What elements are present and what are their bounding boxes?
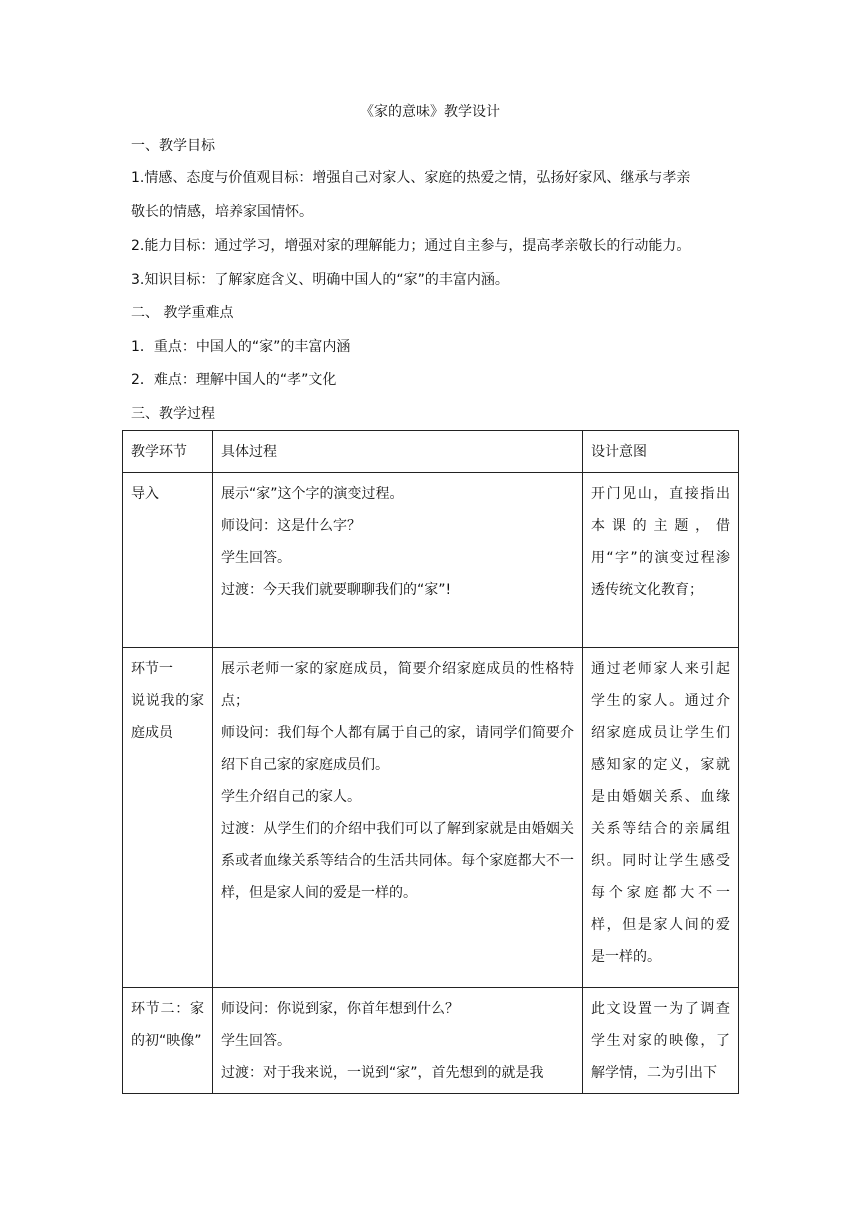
process-cell bbox=[213, 988, 583, 1094]
table-header-row bbox=[123, 431, 739, 473]
table-row bbox=[123, 473, 739, 648]
header-process: 具体过程 bbox=[213, 431, 583, 473]
intent-cell bbox=[583, 988, 739, 1094]
document-title: 《家的意味》教学设计 bbox=[360, 104, 500, 120]
stage-cell bbox=[123, 988, 213, 1094]
process-text: 学生回答。 bbox=[221, 1033, 291, 1049]
stage-cell bbox=[123, 648, 213, 988]
key-point: 1．重点：中国人的“家”的丰富内涵 bbox=[131, 339, 351, 355]
intent-text: 通过老师家人来引起学生的家人。通过介绍家庭成员让学生们感知家的定义，家就是由婚姻关系、血缘关系等结合的亲属组织。同时让学生感受每个家庭都大不一样，但是家人间的爱是一样的。 bbox=[591, 661, 730, 965]
table-row bbox=[123, 648, 739, 988]
lesson-process-table bbox=[122, 430, 739, 1094]
header-stage: 教学环节 bbox=[123, 431, 213, 473]
stage-text: 导入 bbox=[131, 486, 159, 502]
intent-cell bbox=[583, 648, 739, 988]
section-heading-objectives: 一、教学目标 bbox=[131, 138, 215, 154]
table-row bbox=[123, 988, 739, 1094]
objective-3: 3.知识目标：了解家庭含义、明确中国人的“家”的丰富内涵。 bbox=[131, 272, 509, 288]
intent-text: 此文设置一为了调查学生对家的映像，了解学情，二为引出下 bbox=[591, 1001, 730, 1081]
header-intent: 设计意图 bbox=[583, 431, 739, 473]
stage-text: 环节一 bbox=[131, 661, 173, 677]
process-text: 学生回答。 bbox=[221, 550, 291, 566]
process-text: 师设问：这是什么字？ bbox=[221, 518, 361, 534]
section-heading-process: 三、教学过程 bbox=[131, 406, 215, 422]
process-text: 过渡：从学生们的介绍中我们可以了解到家就是由婚姻关系或者血缘关系等结合的生活共同体。每个家庭都大不一样，但是家人间的爱是一样的。 bbox=[221, 821, 574, 901]
process-cell bbox=[213, 473, 583, 648]
process-text: 过渡：今天我们就要聊聊我们的“家”! bbox=[221, 582, 452, 598]
process-text: 学生介绍自己的家人。 bbox=[221, 789, 361, 805]
intent-cell bbox=[583, 473, 739, 648]
objective-1-line-1: 1.情感、态度与价值观目标：增强自己对家人、家庭的热爱之情，弘扬好家风、继承与孝亲 bbox=[131, 170, 691, 186]
process-text: 展示“家”这个字的演变过程。 bbox=[221, 486, 404, 502]
section-heading-key-points: 二、 教学重难点 bbox=[131, 305, 234, 321]
objective-1-line-2: 敬长的情感，培养家国情怀。 bbox=[131, 204, 313, 220]
process-text: 师设问：我们每个人都有属于自己的家，请同学们简要介绍下自己家的家庭成员们。 bbox=[221, 725, 574, 773]
intent-text: 开门见山，直接指出本课的主题，借用“字”的演变过程渗透传统文化教育； bbox=[591, 486, 730, 598]
difficult-point: 2．难点：理解中国人的“孝”文化 bbox=[131, 372, 337, 388]
stage-cell bbox=[123, 473, 213, 648]
objective-2: 2.能力目标：通过学习，增强对家的理解能力；通过自主参与，提高孝亲敬长的行动能力。 bbox=[131, 238, 691, 254]
process-text: 展示老师一家的家庭成员，简要介绍家庭成员的性格特点； bbox=[221, 661, 574, 709]
stage-text: 环节二：家的初“映像” bbox=[131, 1001, 204, 1049]
process-text: 过渡：对于我来说，一说到“家”，首先想到的就是我 bbox=[221, 1065, 544, 1081]
stage-text: 说说我的家庭成员 bbox=[131, 693, 204, 741]
process-cell bbox=[213, 648, 583, 988]
process-text: 师设问：你说到家，你首年想到什么？ bbox=[221, 1001, 459, 1017]
